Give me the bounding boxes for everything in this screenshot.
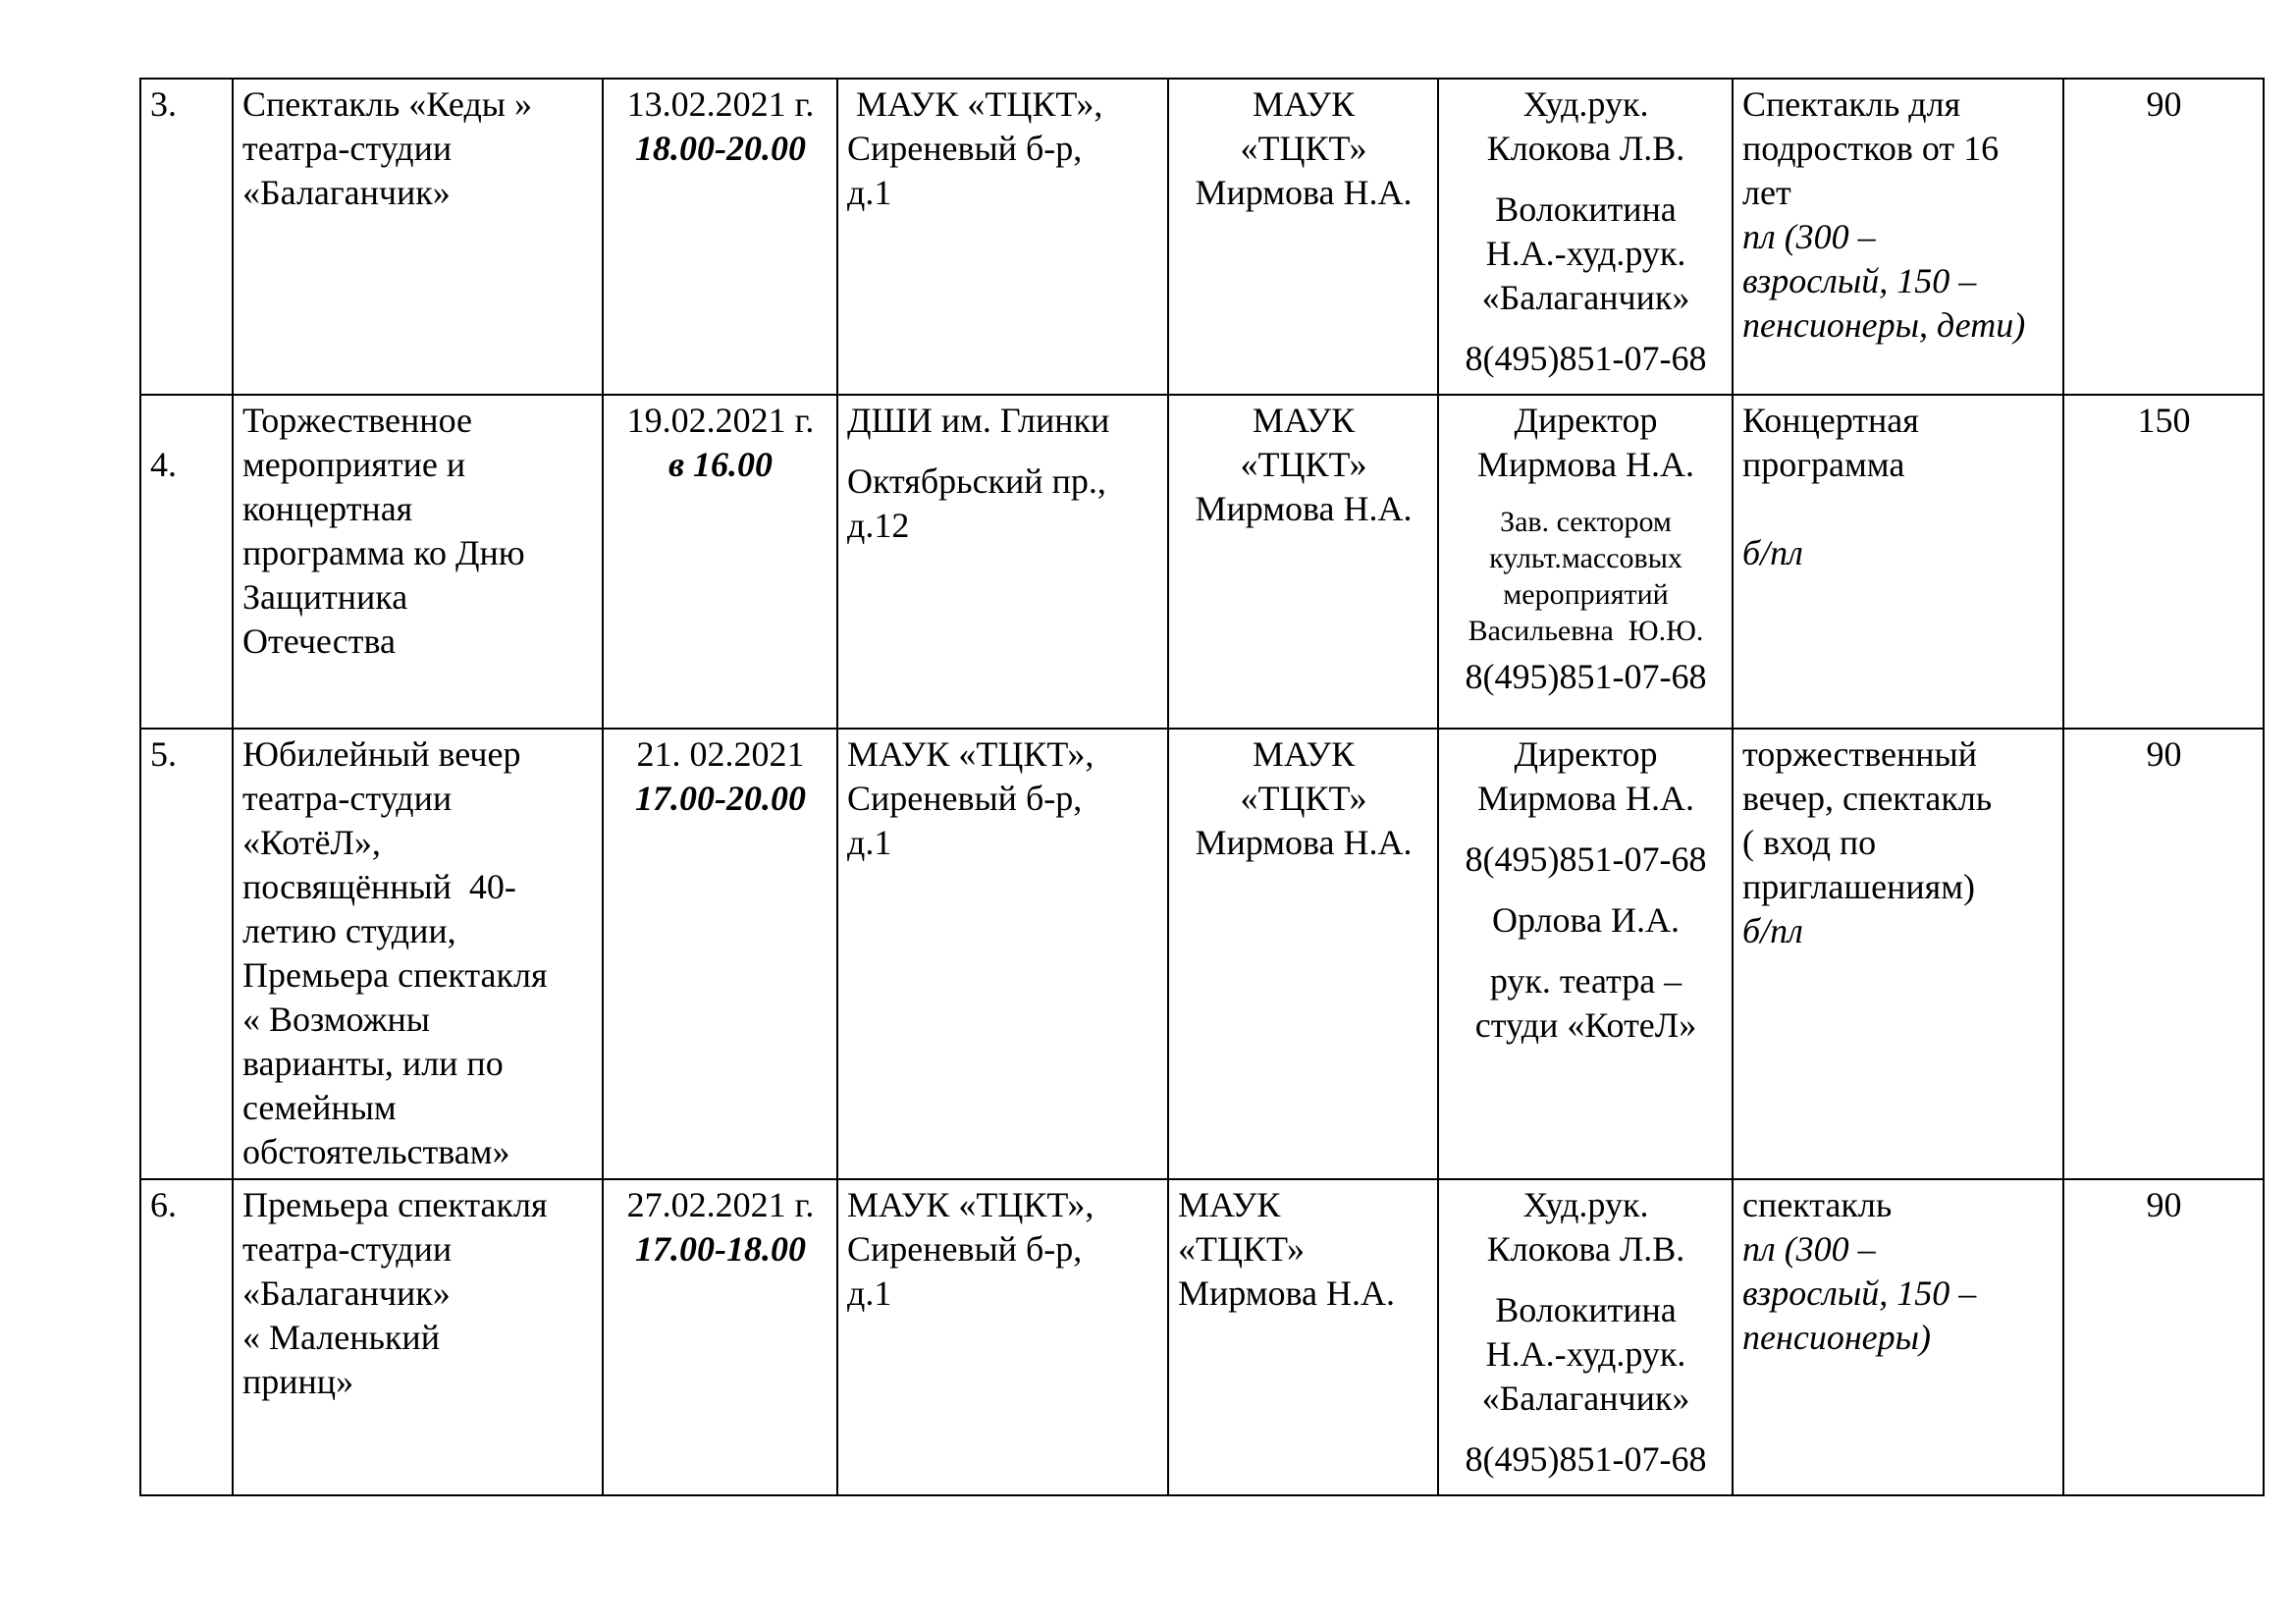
responsible-line: Худ.рук.: [1522, 84, 1649, 124]
organizer-line: Мирмова Н.А.: [1195, 489, 1413, 528]
row-number: 6.: [140, 1179, 233, 1495]
responsible-line: Мирмова Н.А.: [1476, 779, 1694, 818]
organizer-line: «ТЦКТ»: [1240, 779, 1367, 818]
format-cell: [1733, 395, 2063, 729]
attendance-count: 90: [2063, 729, 2264, 1179]
format-line: программа: [1742, 445, 1905, 484]
responsible-cell: [1438, 79, 1733, 395]
event-date: 27.02.2021 г.: [626, 1185, 815, 1224]
event-title-cell: [233, 1179, 603, 1495]
venue-line: Сиреневый б-р,: [847, 1229, 1083, 1269]
price-line: взрослый, 150 –: [1742, 261, 1977, 300]
organizer-line: МАУК: [1252, 734, 1356, 774]
attendance-count: 150: [2063, 395, 2264, 729]
event-title-line: « Возможны: [242, 1000, 430, 1039]
format-line: спектакль: [1742, 1185, 1893, 1224]
contact-phone: 8(495)851-07-68: [1465, 839, 1707, 879]
event-title-line: концертная: [242, 489, 413, 528]
responsible-note: Васильевна Ю.Ю.: [1468, 615, 1704, 647]
format-line: подростков от 16: [1742, 129, 2000, 168]
venue-line: МАУК «ТЦКТ»,: [847, 84, 1103, 124]
event-title-line: семейным: [242, 1088, 397, 1127]
event-time: 17.00-18.00: [635, 1229, 806, 1269]
event-title-line: программа ко Дню: [242, 533, 525, 572]
attendance-count: 90: [2063, 1179, 2264, 1495]
organizer-line: «ТЦКТ»: [1178, 1229, 1306, 1269]
event-title-line: Торжественное: [242, 401, 472, 440]
event-date: 13.02.2021 г.: [626, 84, 815, 124]
responsible-line: Директор: [1514, 734, 1658, 774]
organizer-line: МАУК: [1252, 84, 1356, 124]
date-time-cell: [603, 395, 837, 729]
event-title-line: мероприятие и: [242, 445, 466, 484]
event-date: 19.02.2021 г.: [626, 401, 815, 440]
event-title-line: варианты, или по: [242, 1044, 504, 1083]
organizer-line: «ТЦКТ»: [1240, 129, 1367, 168]
venue-line: Сиреневый б-р,: [847, 129, 1083, 168]
organizer-cell: [1168, 79, 1438, 395]
venue-line: ДШИ им. Глинки: [847, 401, 1110, 440]
event-title-line: летию студии,: [242, 911, 456, 950]
responsible-line: Директор: [1514, 401, 1658, 440]
venue-line: д.1: [847, 1273, 892, 1313]
events-table: [139, 78, 2265, 1496]
event-title-line: посвящённый 40-: [242, 867, 516, 906]
event-title-line: театра-студии: [242, 779, 453, 818]
contact-phone: 8(495)851-07-68: [1465, 339, 1707, 378]
table-row: [140, 729, 2264, 1179]
date-time-cell: [603, 1179, 837, 1495]
responsible-note: Зав. сектором: [1500, 506, 1672, 538]
date-time-cell: [603, 729, 837, 1179]
event-title-line: Юбилейный вечер: [242, 734, 521, 774]
venue-line: МАУК «ТЦКТ»,: [847, 1185, 1095, 1224]
responsible-cell: [1438, 395, 1733, 729]
event-title-cell: [233, 729, 603, 1179]
event-title-line: театра-студии: [242, 1229, 453, 1269]
event-title-line: обстоятельствам»: [242, 1132, 510, 1171]
table-row: [140, 1179, 2264, 1495]
price-line: взрослый, 150 –: [1742, 1273, 1977, 1313]
responsible-line: «Балаганчик»: [1481, 278, 1690, 317]
event-time: 18.00-20.00: [635, 129, 806, 168]
organizer-cell: [1168, 729, 1438, 1179]
row-number: 5.: [140, 729, 233, 1179]
event-title-line: Защитника: [242, 577, 408, 617]
event-title-line: театра-студии: [242, 129, 453, 168]
event-title-line: Спектакль «Кеды »: [242, 84, 532, 124]
event-title-line: « Маленький: [242, 1318, 440, 1357]
responsible-line: Волокитина: [1495, 1290, 1677, 1329]
responsible-line: Клокова Л.В.: [1486, 129, 1685, 168]
format-line: Концертная: [1742, 401, 1919, 440]
responsible-line: Худ.рук.: [1522, 1185, 1649, 1224]
event-title-line: «Балаганчик»: [242, 173, 451, 212]
format-cell: [1733, 1179, 2063, 1495]
responsible-note: мероприятий: [1503, 578, 1669, 611]
attendance-count: 90: [2063, 79, 2264, 395]
format-cell: [1733, 79, 2063, 395]
event-time: 17.00-20.00: [635, 779, 806, 818]
venue-cell: [837, 79, 1168, 395]
price-line: пенсионеры): [1742, 1318, 1932, 1357]
date-time-cell: [603, 79, 837, 395]
organizer-line: Мирмова Н.А.: [1195, 823, 1413, 862]
table-row: [140, 395, 2264, 729]
event-title-line: Премьера спектакля: [242, 1185, 548, 1224]
format-line: Спектакль для: [1742, 84, 1961, 124]
venue-line: д.1: [847, 173, 892, 212]
price-line: пл (300 –: [1742, 217, 1876, 256]
event-title-line: Премьера спектакля: [242, 955, 548, 995]
responsible-line: Мирмова Н.А.: [1476, 445, 1694, 484]
venue-cell: [837, 1179, 1168, 1495]
format-cell: [1733, 729, 2063, 1179]
event-date: 21. 02.2021: [636, 734, 805, 774]
responsible-line: Н.А.-худ.рук.: [1485, 1334, 1686, 1374]
table-row: [140, 79, 2264, 395]
venue-line: д.1: [847, 823, 892, 862]
format-line: вечер, спектакль: [1742, 779, 1993, 818]
venue-cell: [837, 729, 1168, 1179]
format-line: ( вход по: [1742, 823, 1877, 862]
row-number: 3.: [140, 79, 233, 395]
responsible-cell: [1438, 1179, 1733, 1495]
responsible-line: рук. театра –: [1489, 961, 1682, 1001]
price-line: б/пл: [1742, 533, 1803, 572]
responsible-person: Орлова И.А.: [1492, 900, 1680, 940]
organizer-line: Мирмова Н.А.: [1195, 173, 1413, 212]
price-line: пл (300 –: [1742, 1229, 1876, 1269]
format-line: лет: [1742, 173, 1791, 212]
event-time: в 16.00: [667, 445, 774, 484]
responsible-line: Н.А.-худ.рук.: [1485, 234, 1686, 273]
responsible-line: Клокова Л.В.: [1486, 1229, 1685, 1269]
event-title-line: принц»: [242, 1362, 354, 1401]
organizer-line: Мирмова Н.А.: [1178, 1273, 1396, 1313]
venue-cell: [837, 395, 1168, 729]
event-title-cell: [233, 395, 603, 729]
event-title-line: Отечества: [242, 622, 397, 661]
contact-phone: 8(495)851-07-68: [1465, 1439, 1707, 1479]
responsible-line: «Балаганчик»: [1481, 1379, 1690, 1418]
venue-line: Октябрьский пр.,: [847, 461, 1106, 501]
organizer-line: МАУК: [1252, 401, 1356, 440]
format-line: торжественный: [1742, 734, 1977, 774]
contact-phone: 8(495)851-07-68: [1465, 657, 1707, 696]
price-line: пенсионеры, дети): [1742, 305, 2026, 345]
row-number: 4.: [140, 395, 233, 729]
organizer-line: МАУК: [1178, 1185, 1281, 1224]
event-title-cell: [233, 79, 603, 395]
venue-line: Сиреневый б-р,: [847, 779, 1083, 818]
venue-line: д.12: [847, 506, 910, 545]
venue-line: МАУК «ТЦКТ»,: [847, 734, 1095, 774]
organizer-cell: [1168, 1179, 1438, 1495]
organizer-line: «ТЦКТ»: [1240, 445, 1367, 484]
responsible-line: студи «КотеЛ»: [1474, 1005, 1697, 1045]
event-title-line: «КотёЛ»,: [242, 823, 381, 862]
responsible-note: культ.массовых: [1489, 542, 1682, 574]
responsible-line: Волокитина: [1495, 189, 1677, 229]
price-line: б/пл: [1742, 911, 1803, 950]
format-line: приглашениям): [1742, 867, 1975, 906]
event-title-line: «Балаганчик»: [242, 1273, 451, 1313]
responsible-cell: [1438, 729, 1733, 1179]
organizer-cell: [1168, 395, 1438, 729]
